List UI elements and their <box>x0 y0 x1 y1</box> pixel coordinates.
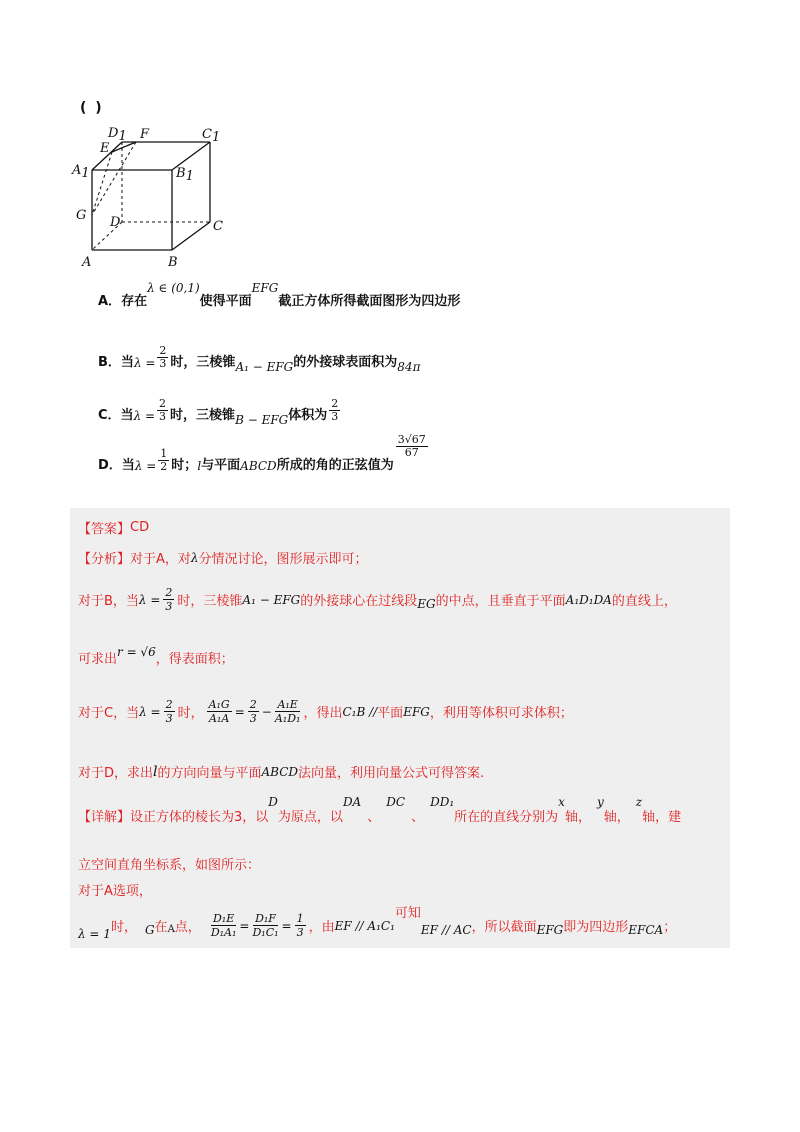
analysis-a2: 分情况讨论，图形展示即可； <box>198 552 368 567</box>
option-c-letter: C． <box>98 408 121 423</box>
c-pre: 对于C，当 <box>78 706 140 721</box>
b-pre: 对于B，当 <box>78 594 139 609</box>
option-a-math2: EFG <box>251 281 279 295</box>
answer-line <box>78 518 149 537</box>
analysis-b-line <box>78 586 677 613</box>
detail-DC: DC <box>386 794 406 809</box>
answer-tag: 【答案】 <box>78 522 131 537</box>
label-D: D <box>110 215 121 230</box>
option-a-analysis <box>78 906 677 941</box>
option-a-letter: A． <box>98 294 122 309</box>
option-b-lambda: λ = <box>133 356 156 370</box>
d-l: l <box>153 763 158 780</box>
a-t5: 可知 <box>394 906 421 921</box>
c-plane: EFG <box>403 704 430 719</box>
option-d-value: $\frac{3√67}{67}$ <box>397 433 426 459</box>
d-pre: 对于D，求出 <box>78 766 154 781</box>
analysis-b2-line <box>78 644 234 667</box>
option-a-math: λ ∈ (0,1) <box>147 281 200 295</box>
a-t3: 点， <box>174 920 201 935</box>
option-a-text2: 使得平面 <box>199 294 252 309</box>
b2-pre: 可求出 <box>78 652 118 667</box>
analysis-a: 对于A，对 <box>130 552 191 567</box>
detail-sep2: 、 <box>411 810 425 825</box>
option-d-text4: 所成的角的正弦值为 <box>276 458 394 473</box>
answer-paren: ( ) <box>80 100 104 116</box>
b-post: 的直线上， <box>611 594 677 609</box>
option-a-heading <box>78 880 152 899</box>
b2-math: r = √6 <box>117 644 156 659</box>
option-d-line-l: l <box>197 459 202 473</box>
detail-line <box>78 794 682 825</box>
a-m1: EF // A₁C₁ <box>334 918 395 933</box>
c-mid2: ，得出 <box>303 706 343 721</box>
detail-2-text: 立空间直角坐标系，如图所示： <box>78 858 261 873</box>
c-frac1: $\frac{\text{A₁G}}{\text{A₁A}}$ <box>208 698 230 725</box>
b-math: A₁ − EFG <box>242 592 301 607</box>
detail-D: D <box>268 794 278 809</box>
analysis-d-line <box>78 762 484 781</box>
option-b-text: 当 <box>120 355 134 370</box>
option-c <box>98 397 342 427</box>
label-E: E <box>100 141 110 156</box>
c-math: C₁B // <box>342 704 378 719</box>
a-t6: ，所以截面 <box>471 920 537 935</box>
label-A1: A1 <box>72 163 90 181</box>
b-plane: A₁D₁DA <box>565 592 612 607</box>
option-b-text2: 时，三棱锥 <box>170 355 236 370</box>
option-c-text: 当 <box>120 408 134 423</box>
a-eq1: = <box>239 918 250 933</box>
a-t8: ； <box>663 920 677 935</box>
c-lambda: λ = <box>139 704 161 719</box>
option-d-plane: ABCD <box>240 459 277 473</box>
b-seg: EG <box>417 596 436 611</box>
a-t2: 在 <box>154 920 168 935</box>
a-A: A <box>167 924 175 935</box>
c-eq: = <box>234 704 245 719</box>
option-a <box>98 281 461 309</box>
a-sel: 对于A选项， <box>78 884 152 899</box>
label-D1: D1 <box>108 126 127 144</box>
b-mid: 时，三棱锥 <box>177 594 243 609</box>
c-mid: 时， <box>177 706 204 721</box>
c-post: ，利用等体积可求体积； <box>429 706 573 721</box>
b-mid3: 的中点，且垂直于平面 <box>435 594 566 609</box>
option-b-letter: B． <box>98 355 121 370</box>
option-d-text: 当 <box>121 458 135 473</box>
label-A: A <box>82 255 92 270</box>
c-frac: $\frac{2}{3}$ <box>165 698 173 725</box>
detail-sep1: 、 <box>367 810 381 825</box>
a-frac2: $\frac{\text{D₁F}}{\text{D₁C₁}}$ <box>252 912 279 939</box>
option-c-text3: 体积为 <box>288 408 328 423</box>
detail-line2 <box>78 854 260 873</box>
option-a-text: 存在 <box>121 294 148 309</box>
detail-DD1: DD₁ <box>430 794 455 809</box>
detail-6: 轴，建 <box>642 810 682 825</box>
a-t4: ，由 <box>308 920 335 935</box>
label-B1: B1 <box>176 166 194 184</box>
option-d-frac: $\frac{1}{2}$ <box>160 447 168 473</box>
c-frac3: $\frac{\text{A₁E}}{\text{A₁D₁}}$ <box>274 698 301 725</box>
option-c-value: $\frac{2}{3}$ <box>331 397 339 423</box>
detail-3: 所在的直线分别为 <box>454 810 559 825</box>
b-mid2: 的外接球心在过线段 <box>300 594 418 609</box>
b-frac: $\frac{2}{3}$ <box>165 586 173 613</box>
a-G: G <box>144 922 155 937</box>
label-C1: C1 <box>202 127 221 145</box>
detail-z: z <box>635 794 643 809</box>
option-d-lambda: λ = <box>134 459 157 473</box>
option-b-value: 84π <box>397 360 421 374</box>
answer-value: CD <box>130 520 150 535</box>
a-t1: 时， <box>110 920 137 935</box>
option-b-frac: $\frac{2}{3}$ <box>159 344 167 370</box>
analysis-line <box>78 548 368 567</box>
option-d-letter: D． <box>98 458 122 473</box>
cube-figure <box>70 122 230 272</box>
d-post: 法向量，利用向量公式可得答案. <box>298 766 485 781</box>
option-d <box>98 433 430 473</box>
label-C: C <box>213 219 223 234</box>
a-t7: 即为四边形 <box>563 920 629 935</box>
b2-post: ，得表面积； <box>155 652 234 667</box>
option-c-lambda: λ = <box>133 409 156 423</box>
detail-2: 为原点，以 <box>277 810 343 825</box>
label-G: G <box>76 208 87 223</box>
d-mid: 的方向向量与平面 <box>157 766 262 781</box>
option-c-math: B − EFG <box>235 413 289 427</box>
label-F: F <box>140 127 150 142</box>
d-plane: ABCD <box>261 764 299 779</box>
a-frac3: $\frac{1}{3}$ <box>296 912 304 939</box>
a-lambda: λ = 1 <box>78 926 111 941</box>
detail-1: 设正方体的棱长为3，以 <box>130 810 269 825</box>
analysis-tag: 【分析】 <box>78 552 131 567</box>
option-c-text2: 时，三棱锥 <box>170 408 236 423</box>
detail-5: 轴， <box>603 810 630 825</box>
c-mid3: 平面 <box>377 706 404 721</box>
option-a-text3: 截正方体所得截面图形为四边形 <box>278 294 461 309</box>
option-c-frac: $\frac{2}{3}$ <box>159 397 167 423</box>
detail-y: y <box>596 794 604 809</box>
b-lambda: λ = <box>138 592 161 607</box>
option-d-text2: 时； <box>171 458 198 473</box>
c-frac2: $\frac{2}{3}$ <box>249 698 257 725</box>
c-minus: − <box>261 704 272 719</box>
detail-DA: DA <box>342 794 362 809</box>
option-b-math: A₁ − EFG <box>235 360 294 374</box>
option-d-text3: 与平面 <box>201 458 241 473</box>
a-frac1: $\frac{\text{D₁E}}{\text{D₁A₁}}$ <box>210 912 237 939</box>
a-m4: EFCA <box>628 922 664 937</box>
option-b <box>98 344 421 374</box>
analysis-c-line <box>78 698 573 725</box>
detail-tag: 【详解】 <box>78 810 131 825</box>
detail-4: 轴， <box>564 810 591 825</box>
a-m2: EF // AC <box>420 922 472 937</box>
label-B: B <box>168 255 178 270</box>
a-m3: EFG <box>536 922 564 937</box>
solution-box <box>70 508 730 948</box>
a-eq2: = <box>281 918 292 933</box>
analysis-lambda: λ <box>190 550 199 565</box>
option-b-text3: 的外接球表面积为 <box>293 355 398 370</box>
detail-x: x <box>558 794 565 809</box>
